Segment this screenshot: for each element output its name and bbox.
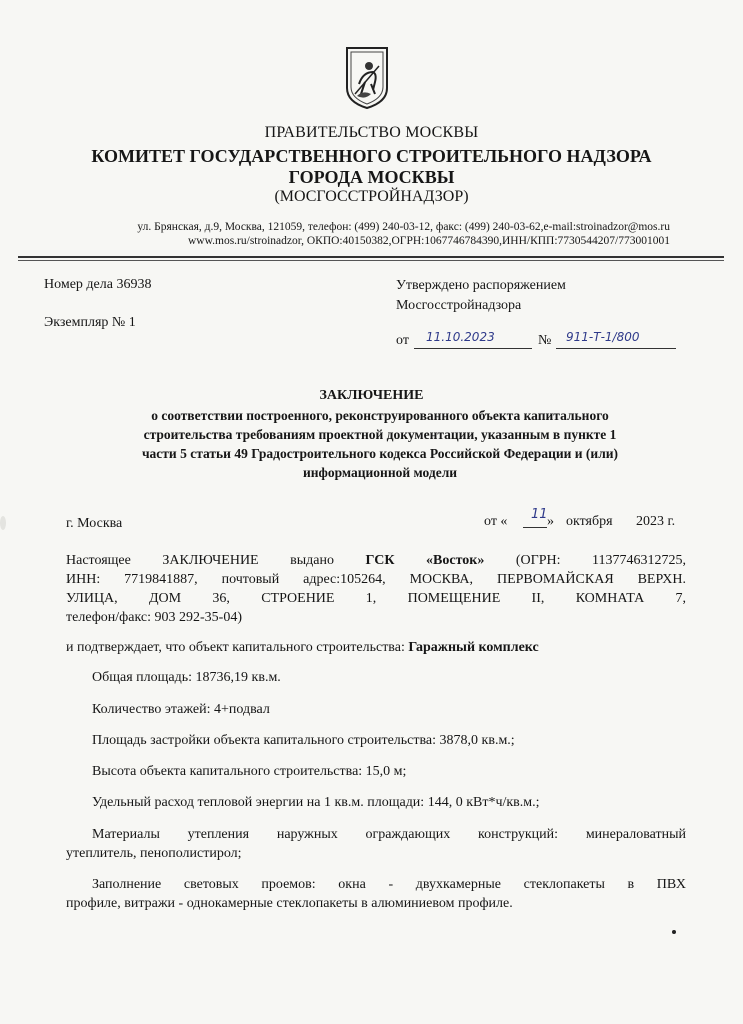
document-subtitle: [110, 406, 650, 482]
total-area: Общая площадь: 18736,19 кв.м.: [92, 670, 281, 685]
issue-date-close: »: [547, 514, 554, 529]
approval-number-underline: [556, 348, 676, 349]
subtitle-line2: строительства требованиям проектной документации, указанным в пункте 1: [143, 427, 617, 442]
contact-details: [80, 220, 670, 248]
ink-dot: [672, 930, 676, 934]
approval-number-handwritten: 911-Т-1/800: [566, 330, 640, 344]
windows-paragraph: [66, 875, 686, 913]
insulation-line1: Материалы утепления наружных ограждающих конструкций: минераловатный: [92, 827, 686, 842]
address-line: ул. Брянская, д.9, Москва, 121059, телефон: (499) 240-03-12, факс: (499) 240-03-62,e-mail:stroinadzor@mos.ru: [137, 221, 670, 233]
approval-date-handwritten: 11.10.2023: [426, 330, 495, 344]
approval-note-line2: Мосгосстройнадзора: [396, 298, 522, 313]
insulation-paragraph: [66, 825, 686, 863]
approval-date-underline: [414, 348, 532, 349]
committee-name: [0, 146, 743, 188]
issue-date-prefix: от «: [484, 514, 508, 529]
committee-abbreviation: (МОСГОССТРОЙНАДЗОР): [274, 188, 469, 205]
approval-date-label: от: [396, 333, 409, 348]
issued-to-line3: УЛИЦА, ДОМ 36, СТРОЕНИЕ 1, ПОМЕЩЕНИЕ II, КОМНАТА 7,: [66, 591, 686, 606]
committee-name-line2: ГОРОДА МОСКВЫ: [288, 167, 455, 187]
object-name: Гаражный комплекс: [408, 640, 539, 655]
approval-note: [396, 276, 566, 316]
issue-year: 2023 г.: [636, 514, 676, 529]
moscow-coat-of-arms-icon: [343, 44, 391, 110]
windows-line2: профиле, витражи - однокамерные стеклопакеты в алюминиевом профиле.: [66, 896, 513, 911]
issued-to-line4: телефон/факс: 903 292-35-04): [66, 610, 242, 625]
copy-number: Экземпляр № 1: [44, 315, 136, 330]
windows-line1: Заполнение световых проемов: окна - двухкамерные стеклопакеты в ПВХ: [92, 877, 686, 892]
subtitle-line1: о соответствии построенного, реконструированного объекта капитального: [151, 408, 609, 423]
punch-hole-mark: [0, 516, 6, 530]
issue-month: октября: [566, 514, 613, 529]
issue-day-underline: [523, 527, 547, 528]
case-number: Номер дела 36938: [44, 277, 152, 292]
approval-note-line1: Утверждено распоряжением: [396, 278, 566, 293]
government-name: ПРАВИТЕЛЬСТВО МОСКВЫ: [264, 124, 479, 141]
issue-city: г. Москва: [66, 516, 123, 531]
subtitle-line3: части 5 статьи 49 Градостроительного кодекса Российской Федерации и (или): [141, 446, 619, 461]
building-height: Высота объекта капитального строительства: 15,0 м;: [92, 764, 407, 779]
issued-to-line1: [66, 551, 686, 570]
heat-consumption: Удельный расход тепловой энергии на 1 кв.м. площади: 144, 0 кВт*ч/кв.м.;: [92, 795, 540, 810]
issued-to-ogrn: (ОГРН: 1137746312725,: [515, 553, 687, 568]
issued-to-paragraph: [66, 551, 686, 627]
issued-to-line2: ИНН: 7719841887, почтовый адрес:105264, МОСКВА, ПЕРВОМАЙСКАЯ ВЕРХН.: [66, 572, 686, 587]
registration-line: www.mos.ru/stroinadzor, ОКПО:40150382,ОГРН:1067746784390,ИНН/КПП:7730544207/773001001: [187, 235, 670, 247]
approval-number-label: №: [538, 333, 552, 348]
header-divider-thin: [18, 260, 724, 261]
insulation-line2: утеплитель, пенополистирол;: [66, 846, 242, 861]
header-divider: [18, 256, 724, 258]
document-title: ЗАКЛЮЧЕНИЕ: [319, 388, 424, 403]
floors-count: Количество этажей: 4+подвал: [92, 702, 270, 717]
confirmation-line: [66, 638, 539, 657]
issue-day-handwritten: 11: [531, 507, 548, 522]
subtitle-line4: информационной модели: [302, 465, 458, 480]
issued-to-organization: ГСК «Восток»: [365, 553, 485, 568]
confirmation-text: и подтверждает, что объект капитального строительства:: [66, 640, 405, 655]
committee-name-line1: КОМИТЕТ ГОСУДАРСТВЕННОГО СТРОИТЕЛЬНОГО НАДЗОРА: [91, 146, 652, 166]
issued-to-intro: Настоящее ЗАКЛЮЧЕНИЕ выдано: [66, 553, 334, 568]
footprint-area: Площадь застройки объекта капитального строительства: 3878,0 кв.м.;: [92, 733, 515, 748]
